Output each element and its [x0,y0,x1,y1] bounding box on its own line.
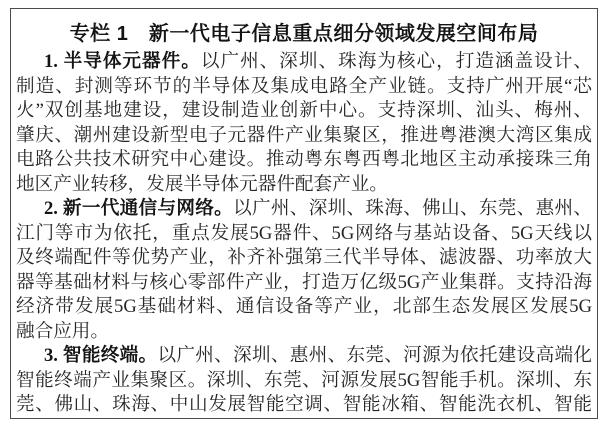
text-line: 制造、封测等环节的半导体及集成电路全产业链。支持广州开展“芯 [16,75,592,97]
text-line: 融合应用。 [16,320,109,342]
text-line: 电路公共技术研究中心建设。推动粤东粤西粤北地区主动承接珠三角 [16,149,592,170]
paragraph-text: 以广州、深圳、惠州、东莞、河源为依托建设高端化 [157,345,592,366]
paragraph-text: 以广州、深圳、珠海为核心，打造涵盖设计、 [200,51,592,72]
text-line: 器等基础材料与核心零部件产业，打造万亿级5G产业集群。支持沿海 [16,271,592,293]
text-line: 地区产业转移，发展半导体元器件配套产业。 [16,173,388,195]
text-line: 及终端配件等优势产业，补齐补强第三代半导体、滤波器、功率放大 [16,247,592,268]
text-line [16,50,592,75]
text-line [16,197,592,222]
text-line: 智能终端产业集聚区。深圳、东莞、河源发展5G智能手机。深圳、东 [16,369,592,391]
paragraph-lead-heading: 1. 半导体元器件。 [44,51,201,72]
text-line: 肇庆、潮州建设新型电子元器件产业集聚区，推进粤港澳大湾区集成 [16,124,592,146]
text-line [16,344,592,369]
column-box-panel [10,8,598,419]
paragraph-text: 以广州、深圳、珠海、佛山、东莞、惠州、 [233,198,592,219]
box-body [16,50,592,418]
text-line: 江门等市为依托，重点发展5G器件、5G网络与基站设备、5G天线以 [16,222,592,244]
paragraph-lead-heading: 2. 新一代通信与网络。 [44,198,234,219]
text-line: 经济带发展5G基础材料、通信设备等产业，北部生态发展区发展5G [16,296,592,317]
box-title: 专栏 1 新一代电子信息重点细分领域发展空间布局 [69,23,539,45]
text-line: 火”双创基地建设，建设制造业创新中心。支持深圳、汕头、梅州、 [16,100,592,121]
paragraph-lead-heading: 3. 智能终端。 [44,345,158,366]
text-line: 莞、佛山、珠海、中山发展智能空调、智能冰箱、智能洗衣机、智能 [16,394,592,415]
